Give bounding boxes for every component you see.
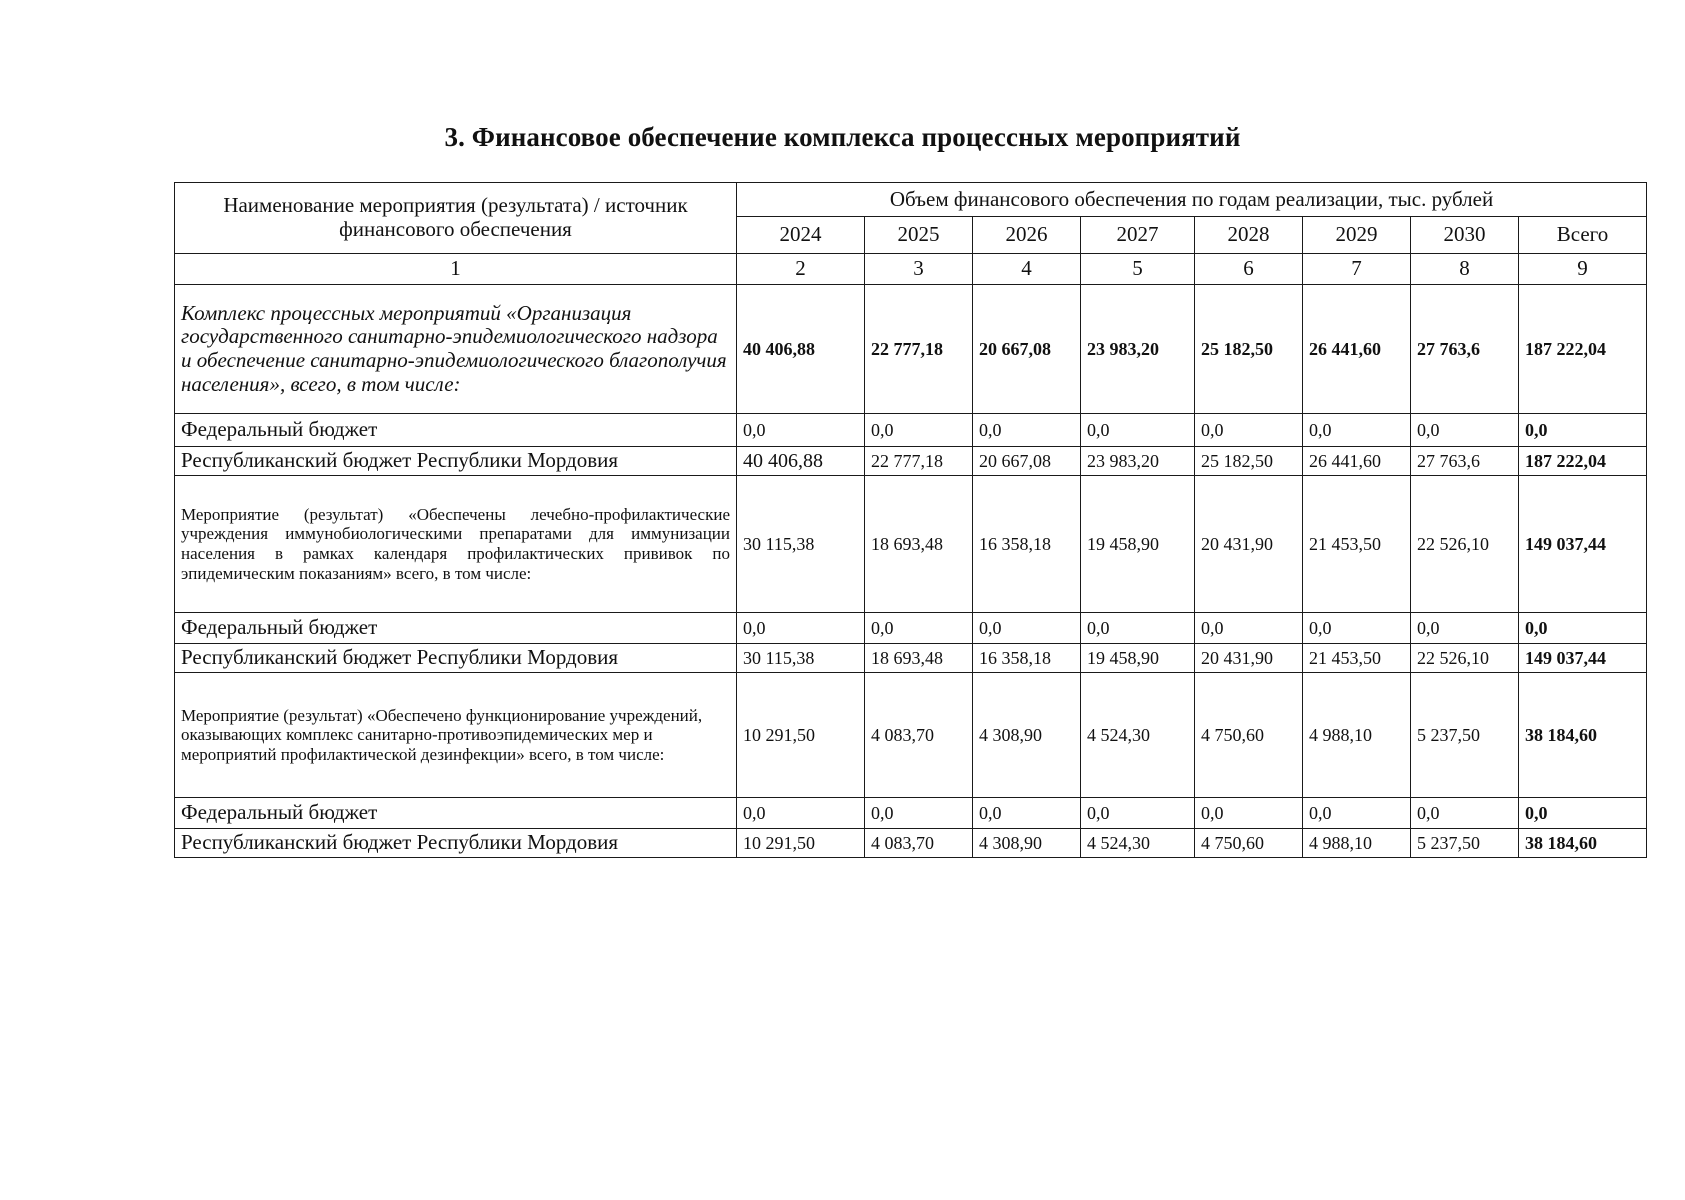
row-value: 4 308,90 — [973, 829, 1081, 858]
row-value: 0,0 — [737, 798, 865, 829]
column-number: 9 — [1519, 254, 1647, 285]
table-row — [175, 829, 1647, 858]
row-value: 20 431,90 — [1195, 644, 1303, 673]
table-row — [175, 644, 1647, 673]
row-value: 16 358,18 — [973, 644, 1081, 673]
row-value: 4 750,60 — [1195, 829, 1303, 858]
row-total: 0,0 — [1519, 414, 1647, 447]
header-year: 2030 — [1411, 217, 1519, 254]
row-name: Федеральный бюджет — [175, 798, 737, 829]
row-total: 38 184,60 — [1519, 673, 1647, 798]
row-value: 18 693,48 — [865, 644, 973, 673]
column-number: 6 — [1195, 254, 1303, 285]
row-value: 4 988,10 — [1303, 829, 1411, 858]
row-value: 0,0 — [737, 414, 865, 447]
row-value: 4 083,70 — [865, 673, 973, 798]
row-value: 0,0 — [1303, 613, 1411, 644]
column-number: 7 — [1303, 254, 1411, 285]
row-value: 4 988,10 — [1303, 673, 1411, 798]
row-value: 0,0 — [1195, 414, 1303, 447]
row-value: 23 983,20 — [1081, 447, 1195, 476]
row-value: 5 237,50 — [1411, 673, 1519, 798]
row-value: 22 777,18 — [865, 285, 973, 414]
row-value: 30 115,38 — [737, 644, 865, 673]
row-total: 187 222,04 — [1519, 447, 1647, 476]
row-value: 4 750,60 — [1195, 673, 1303, 798]
row-value: 4 524,30 — [1081, 829, 1195, 858]
row-value: 20 431,90 — [1195, 476, 1303, 613]
row-name: Федеральный бюджет — [175, 414, 737, 447]
row-name: Республиканский бюджет Республики Мордовия — [175, 447, 737, 476]
row-value: 0,0 — [865, 613, 973, 644]
header-year: 2029 — [1303, 217, 1411, 254]
row-value: 0,0 — [737, 613, 865, 644]
row-value: 4 524,30 — [1081, 673, 1195, 798]
column-number: 3 — [865, 254, 973, 285]
column-number: 8 — [1411, 254, 1519, 285]
row-value: 25 182,50 — [1195, 285, 1303, 414]
header-name-column: Наименование мероприятия (результата) / источник финансового обеспечения — [175, 183, 737, 254]
column-number: 1 — [175, 254, 737, 285]
financing-table — [174, 182, 1647, 858]
row-value: 22 777,18 — [865, 447, 973, 476]
row-value: 22 526,10 — [1411, 644, 1519, 673]
row-value: 40 406,88 — [737, 447, 865, 476]
row-value: 40 406,88 — [737, 285, 865, 414]
row-name: Федеральный бюджет — [175, 613, 737, 644]
row-name: Комплекс процессных мероприятий «Организация государственного санитарно-эпидемиологического надзора и обеспечение санитарно-эпидемиологического благополучия населения», всего, в том числе: — [175, 285, 737, 414]
row-value: 0,0 — [1303, 798, 1411, 829]
row-name: Мероприятие (результат) «Обеспечено функционирование учреждений, оказывающих комплекс санитарно-противоэпидемических мер и мероприятий профилактической дезинфекции» всего, в том числе: — [175, 673, 737, 798]
row-value: 23 983,20 — [1081, 285, 1195, 414]
column-number: 5 — [1081, 254, 1195, 285]
row-value: 26 441,60 — [1303, 447, 1411, 476]
row-value: 19 458,90 — [1081, 644, 1195, 673]
row-value: 0,0 — [865, 414, 973, 447]
row-value: 0,0 — [1411, 414, 1519, 447]
row-value: 0,0 — [973, 414, 1081, 447]
row-value: 30 115,38 — [737, 476, 865, 613]
row-total: 187 222,04 — [1519, 285, 1647, 414]
row-value: 0,0 — [1081, 798, 1195, 829]
table-row — [175, 447, 1647, 476]
header-total: Всего — [1519, 217, 1647, 254]
row-value: 20 667,08 — [973, 285, 1081, 414]
column-number: 4 — [973, 254, 1081, 285]
table-row — [175, 673, 1647, 798]
table-row — [175, 798, 1647, 829]
row-value: 0,0 — [1081, 613, 1195, 644]
row-value: 0,0 — [1411, 613, 1519, 644]
row-total: 149 037,44 — [1519, 476, 1647, 613]
header-year: 2027 — [1081, 217, 1195, 254]
row-value: 5 237,50 — [1411, 829, 1519, 858]
row-value: 0,0 — [1195, 613, 1303, 644]
header-year: 2028 — [1195, 217, 1303, 254]
row-value: 0,0 — [1303, 414, 1411, 447]
row-name: Мероприятие (результат) «Обеспечены лечебно-профилактические учреждения иммунобиологическими препаратами для иммунизации населения в рамках календаря профилактических прививок по эпидемическим показаниям» всего, в том числе: — [175, 476, 737, 613]
header-year: 2026 — [973, 217, 1081, 254]
column-numbers-row — [175, 254, 1647, 285]
row-value: 0,0 — [973, 613, 1081, 644]
row-name: Республиканский бюджет Республики Мордовия — [175, 644, 737, 673]
column-number: 2 — [737, 254, 865, 285]
row-total: 0,0 — [1519, 613, 1647, 644]
row-value: 26 441,60 — [1303, 285, 1411, 414]
table-row — [175, 476, 1647, 613]
row-value: 21 453,50 — [1303, 644, 1411, 673]
row-value: 16 358,18 — [973, 476, 1081, 613]
row-value: 0,0 — [973, 798, 1081, 829]
row-value: 0,0 — [1081, 414, 1195, 447]
row-value: 19 458,90 — [1081, 476, 1195, 613]
row-value: 0,0 — [1411, 798, 1519, 829]
row-value: 27 763,6 — [1411, 285, 1519, 414]
row-value: 22 526,10 — [1411, 476, 1519, 613]
row-value: 10 291,50 — [737, 673, 865, 798]
row-value: 27 763,6 — [1411, 447, 1519, 476]
row-value: 0,0 — [865, 798, 973, 829]
row-value: 25 182,50 — [1195, 447, 1303, 476]
row-name: Республиканский бюджет Республики Мордовия — [175, 829, 737, 858]
row-value: 20 667,08 — [973, 447, 1081, 476]
row-total: 0,0 — [1519, 798, 1647, 829]
row-value: 4 308,90 — [973, 673, 1081, 798]
table-row — [175, 414, 1647, 447]
header-year: 2024 — [737, 217, 865, 254]
row-value: 21 453,50 — [1303, 476, 1411, 613]
table-header-row — [175, 183, 1647, 217]
row-value: 0,0 — [1195, 798, 1303, 829]
row-value: 18 693,48 — [865, 476, 973, 613]
table-row — [175, 613, 1647, 644]
row-total: 38 184,60 — [1519, 829, 1647, 858]
header-volume-column: Объем финансового обеспечения по годам реализации, тыс. рублей — [737, 183, 1647, 217]
page-title: 3. Финансовое обеспечение комплекса процессных мероприятий — [444, 122, 1241, 152]
header-year: 2025 — [865, 217, 973, 254]
row-value: 4 083,70 — [865, 829, 973, 858]
table-row — [175, 285, 1647, 414]
row-total: 149 037,44 — [1519, 644, 1647, 673]
row-value: 10 291,50 — [737, 829, 865, 858]
